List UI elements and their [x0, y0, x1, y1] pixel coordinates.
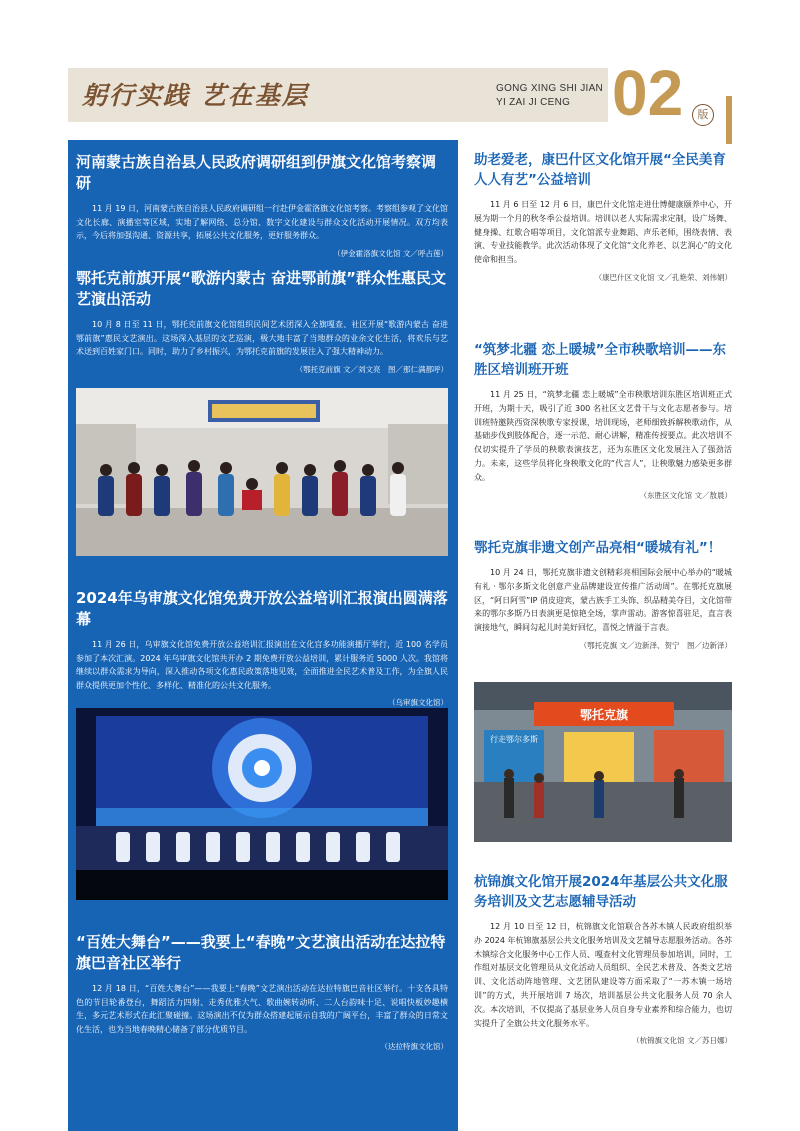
article-credit: （杭锦旗文化馆 文／苏日娜） [632, 1036, 732, 1046]
article-title: 助老爱老，康巴什区文化馆开展“全民美育 人人有艺”公益培训 [474, 152, 726, 188]
article-title: 鄂托克前旗开展“歌游内蒙古 奋进鄂前旗”群众性惠民文艺演出活动 [76, 269, 446, 308]
article-etuokeqian-performance [76, 268, 448, 375]
article-credit: （达拉特旗文化馆） [380, 1042, 448, 1051]
article-credit: （鄂托克旗 文／边新泽、贺宁 图／边新泽） [579, 640, 732, 650]
article-kangbashi-training [474, 150, 732, 283]
article-henan-visit [76, 152, 448, 259]
article-title: “百姓大舞台”——我要上“春晚”文艺演出活动在达拉特旗巴音社区举行 [76, 933, 446, 972]
article-hangjin-training [474, 872, 732, 1046]
pinyin-line-2: YI ZAI JI CENG [496, 97, 571, 108]
article-credit: （伊金霍洛旗文化馆 文／呼占莲） [333, 248, 448, 258]
article-etuoke-heritage [474, 538, 732, 651]
article-dalate-spring-gala [76, 932, 448, 1052]
article-wushen-training [76, 588, 448, 708]
article-body: 11 月 19 日，河南蒙古族自治县人民政府调研组一行赴伊金霍洛旗文化馆考察。考察组参观了文化馆文化长廊、演播室等区域，实地了解网络、总分馆、数字文化建设与群众文化活动开展情况。双方均表示，今后将加强沟通、资源共享，拓展公共文化服务，更好服务群众。 [76, 204, 448, 240]
article-title: 河南蒙古族自治县人民政府调研组到伊旗文化馆考察调研 [76, 153, 437, 192]
page-number: 02 [612, 57, 684, 129]
photo-exhibition-booth [474, 682, 732, 842]
article-credit: （鄂托克前旗 文／刘文亮 图／那仁满都呼） [295, 364, 448, 374]
booth-illustration [474, 682, 732, 842]
photo-stage-performance [76, 708, 448, 900]
article-body: 11 月 26 日，乌审旗文化馆免费开放公益培训汇报演出在文化宫多功能演播厅举行，近 100 名学员参加了本次汇演。2024 年乌审旗文化馆共开办 2 期免费开放公益培训，累计服务近 5000 人次。我馆将继续以群众需求为导向，深入推动各项文化惠民政策落地见效，全面推进全民艺术普及工作，为全旗人民群众提供更加个性化、多样化、精准化的公共文化服务。 [76, 640, 448, 690]
article-body: 11 月 6 日至 12 月 6 日，康巴什文化馆走进仕博健康颐养中心，开展为期一个月的秋冬季公益培训。培训以老人实际需求定制，设广场舞、健身操、红歌合唱等项目，文化馆派专业舞蹈、声乐老师，围绕表情、表演、专业技能教学。此次活动体现了文化馆“文化养老、以艺润心”的文化使命和担当。 [474, 200, 732, 265]
section-slogan: 躬行实践 艺在基层 [82, 81, 309, 110]
left-news-column [68, 140, 458, 1131]
booth-sign-2: 行走鄂尔多斯 [490, 735, 538, 744]
article-dongsheng-yangge [474, 340, 732, 501]
article-body: 11 月 25 日，“筑梦北疆 恋上暖城”全市秧歌培训东胜区培训班正式开班，为期十天，吸引了近 300 名社区文艺骨干与文化志愿者参与。培训班特邀陕西资深秧歌专家授课，培训现场，老师细致拆解秧歌动作，从基础步伐到肢体配合，逐一示范、耐心讲解，精准传授要点。此次培训不仅切实提升了学员的秧歌表演技艺，还为东胜区文化发展注入了强劲活力。未来，这些学员将化身秧歌文化的“代言人”，让秧歌魅力感染更多群众。 [474, 390, 732, 482]
article-title: 鄂托克旗非遗文创产品亮相“暖城有礼”！ [474, 540, 722, 556]
article-title: 2024年乌审旗文化馆免费开放公益培训汇报演出圆满落幕 [76, 589, 448, 628]
header-accent-bar [726, 96, 732, 144]
article-body: 12 月 18 日，“百姓大舞台”——我要上“春晚”文艺演出活动在达拉特旗巴音社区举行。十支各具特色的节目轮番登台，舞蹈活力四射、走秀优雅大气、歌曲婉转动听、二人台韵味十足、说唱快板妙趣横生，多元艺术形式在此汇聚碰撞。这场演出不仅为群众搭建起展示自我的广阔平台，丰富了群众的日常文化生活，也为当地春晚精心储备了部分优质节目。 [76, 984, 448, 1034]
article-body: 10 月 8 日至 11 日，鄂托克前旗文化馆组织民间艺术团深入全旗嘎查、社区开展“歌游内蒙古 奋进鄂前旗”惠民文艺演出。这场深入基层的文艺巡演，极大地丰富了当地群众的业余文化生活，将欢乐与艺术送到百姓家门口。同时，助力了乡村振兴，为鄂托克前旗的发展注入了强大精神动力。 [76, 320, 448, 356]
article-title: 杭锦旗文化馆开展2024年基层公共文化服务培训及文艺志愿辅导活动 [474, 874, 728, 910]
article-credit: （东胜区文化馆 文／敖晨） [639, 490, 732, 500]
pinyin-line-1: GONG XING SHI JIAN [496, 83, 604, 94]
booth-sign: 鄂托克旗 [579, 708, 629, 722]
article-body: 12 月 10 日至 12 日，杭锦旗文化馆联合各苏木镇人民政府组织举办 2024 年杭锦旗基层公共文化服务培训及文艺辅导志愿服务活动。各苏木镇综合文化服务中心工作人员、嘎查村文化管理员参加培训，同时，工作组对基层文化管理员从文化活动人员组织、全民艺术普及、各类文艺培训、文化活动阵地管理、文艺团队建设等方面采取了“一苏木镇一场培训”的方式，共开展培训 7 场次，培训基层公共文化服务人员 70 余人次。本次培训，不仅提高了基层业务人员自身专业素养和综合能力，也切实提升了全旗公共文化服务水平。 [474, 922, 732, 1028]
performers-illustration [76, 388, 448, 556]
article-title: “筑梦北疆 恋上暖城”全市秧歌培训——东胜区培训班开班 [474, 342, 726, 378]
article-body: 10 月 24 日，鄂托克旗非遗文创精彩亮相国际会展中心举办的“暖城有礼 · 鄂尔多斯文化创意产业品牌建设宣传推广活动周”。在鄂托克旗展区，“阿日阿雪”IP 俏皮迎宾，蒙古族手工头饰、织品精美夺目，文化馆带来的鄂尔多斯乃日表演更是惊艳全场，掌声雷动。游客惊喜驻足，直言表演接地气，瞬间勾起儿时美好回忆，喜悦之情溢于言表。 [474, 568, 733, 633]
page-number-suffix: 版 [692, 104, 714, 126]
article-credit: （康巴什区文化馆 文／孔艳荣、刘伟娟） [594, 272, 732, 282]
photo-folk-performers [76, 388, 448, 556]
stage-illustration [76, 708, 448, 900]
article-credit: （乌审旗文化馆） [388, 698, 448, 707]
section-pinyin [496, 82, 603, 110]
